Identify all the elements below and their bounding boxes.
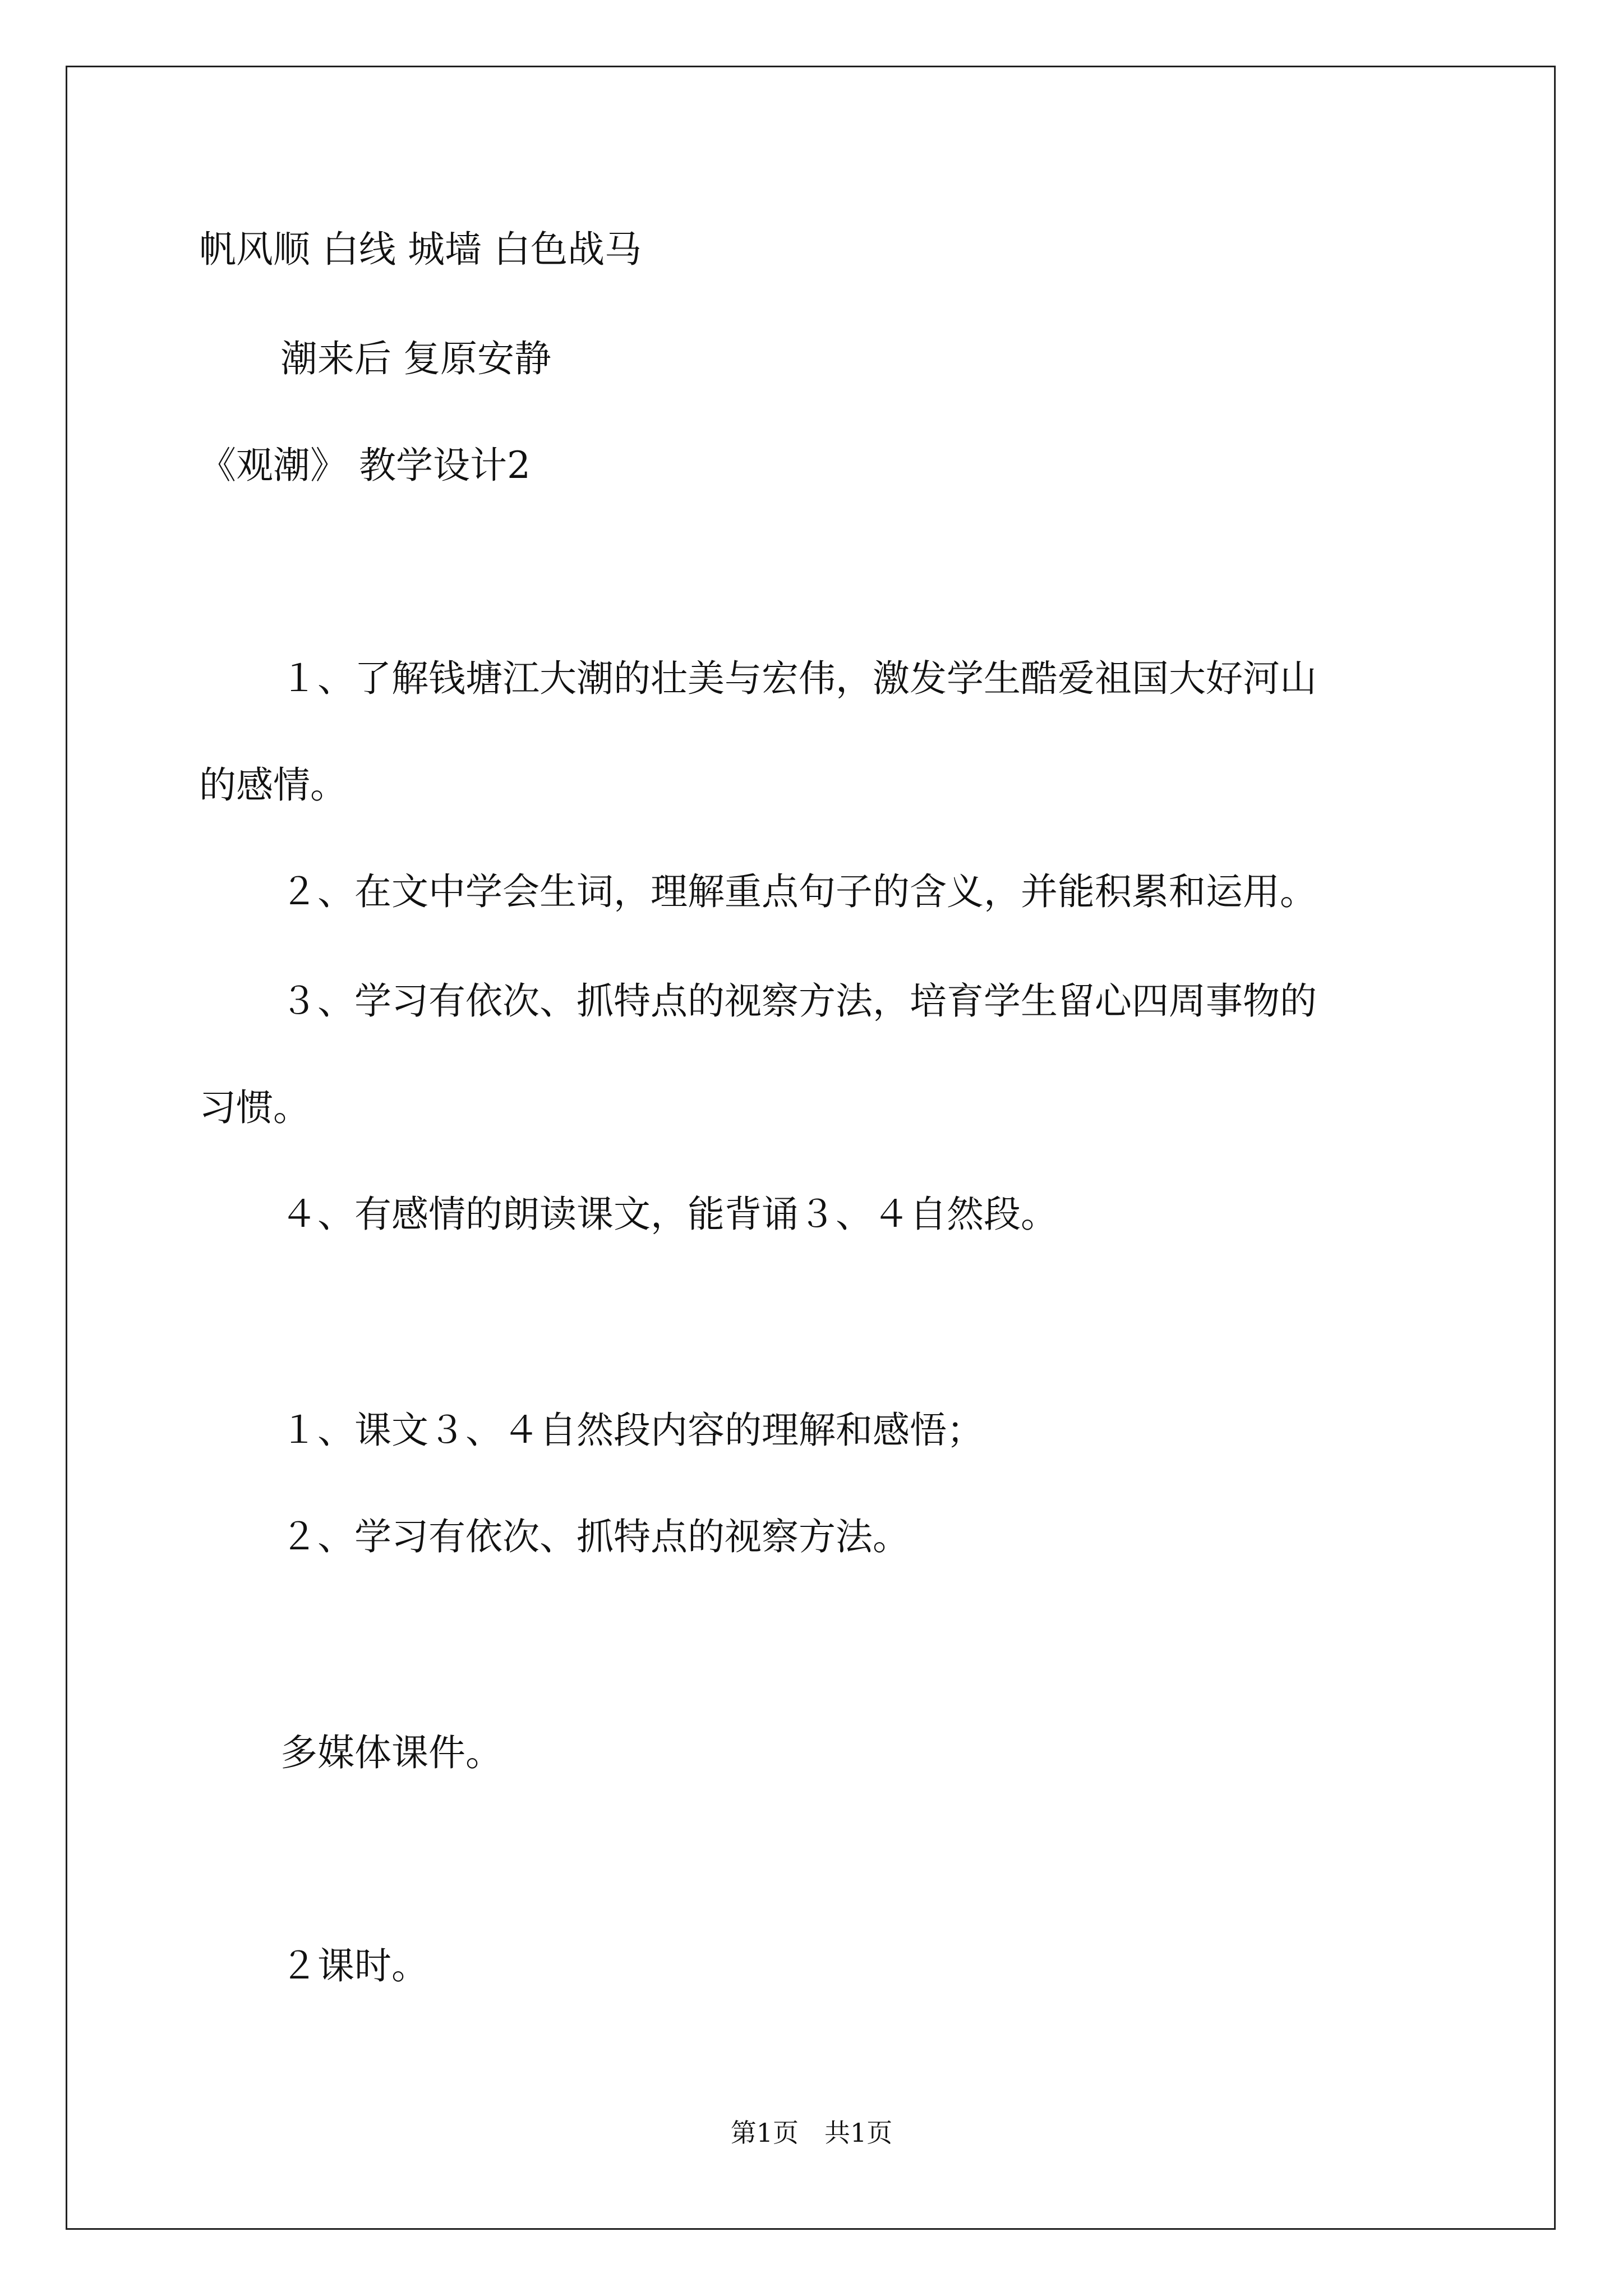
objective-4: ４、有感情的朗读课文，能背诵３、４自然段。 <box>280 1193 1058 1236</box>
key-point-1: １、课文３、４自然段内容的理解和感悟； <box>280 1409 984 1452</box>
text-line-vocab-1: 帆风顺 白线 城墙 白色战马 <box>199 228 642 271</box>
key-point-2: ２、学习有依次、抓特点的视察方法。 <box>280 1515 910 1558</box>
objective-1-cont: 的感情。 <box>199 763 347 807</box>
text-line-vocab-2: 潮来后 复原安静 <box>280 337 551 380</box>
page-footer: 第1页 共1页 <box>730 2118 893 2148</box>
teaching-aids: 多媒体课件。 <box>280 1731 502 1774</box>
class-hours: ２课时。 <box>280 1944 428 1987</box>
section-title: 《观潮》 教学设计2 <box>199 444 531 487</box>
objective-1: １、了解钱塘江大潮的壮美与宏伟，激发学生酷爱祖国大好河山 <box>280 657 1317 700</box>
objective-3-cont: 习惯。 <box>199 1086 310 1129</box>
objective-2: ２、在文中学会生词，理解重点句子的含义，并能积累和运用。 <box>280 870 1317 913</box>
objective-3: ３、学习有依次、抓特点的视察方法，培育学生留心四周事物的 <box>280 979 1317 1023</box>
page-border <box>66 66 1556 2230</box>
